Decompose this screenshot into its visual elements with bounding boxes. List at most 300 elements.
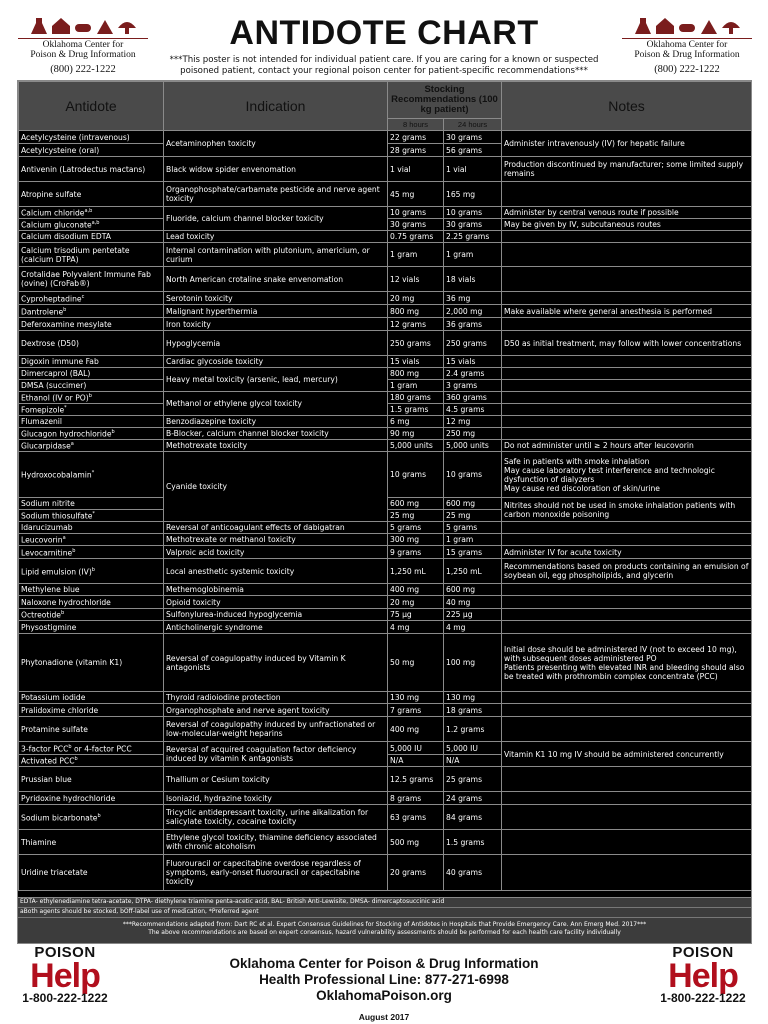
cell-text: Fluorouracil or capecitabine overdose regardless of symptoms, early-onset fluorouracil or capecitabine toxicity bbox=[166, 859, 361, 886]
indication-cell bbox=[164, 428, 388, 440]
cell-text: 4 mg bbox=[446, 622, 466, 632]
cell-text: D50 as initial treatment, may follow with lower concentrations bbox=[504, 338, 742, 348]
notes-cell bbox=[502, 318, 752, 331]
cell-text: Methotrexate or methanol toxicity bbox=[166, 535, 296, 544]
cell-text: 6 mg bbox=[390, 417, 410, 426]
antidote-cell bbox=[19, 305, 164, 318]
notes-cell bbox=[502, 243, 752, 267]
stock-24h-cell bbox=[444, 318, 502, 331]
stock-8h-cell bbox=[388, 144, 444, 157]
cell-text: 180 grams bbox=[390, 393, 431, 402]
footer-professional-line: Health Professional Line: 877-271-6998 bbox=[259, 972, 509, 987]
cell-text: Physostigmine bbox=[21, 622, 77, 632]
stock-24h-cell bbox=[444, 219, 502, 231]
cell-text: 15 vials bbox=[446, 357, 476, 366]
table-row bbox=[19, 182, 752, 207]
cell-text: Glucarpidase bbox=[21, 441, 71, 451]
logo-phone: (800) 222-1222 bbox=[654, 64, 720, 75]
stock-8h-cell bbox=[388, 452, 444, 498]
table-row bbox=[19, 207, 752, 219]
cell-text: Lipid emulsion (IV) bbox=[21, 567, 92, 577]
indication-cell bbox=[164, 621, 388, 634]
cell-text: Reversal of anticoagulant effects of dabigatran bbox=[166, 523, 345, 532]
poison-help-logo-right bbox=[648, 945, 758, 1005]
cell-text: Iron toxicity bbox=[166, 319, 211, 329]
cell-text: 75 µg bbox=[390, 610, 412, 619]
cell-text: Digoxin immune Fab bbox=[21, 357, 99, 366]
cell-text: Cyanide toxicity bbox=[166, 482, 228, 491]
table-row bbox=[19, 792, 752, 805]
table-row bbox=[19, 231, 752, 243]
antidote-cell bbox=[19, 510, 164, 522]
logo-line2: Poison & Drug Information bbox=[634, 50, 740, 60]
cell-text: May be given by IV, subcutaneous routes bbox=[504, 220, 661, 229]
cell-text: 24 grams bbox=[446, 793, 483, 803]
cell-text: Hypoglycemia bbox=[166, 338, 221, 348]
indication-cell bbox=[164, 207, 388, 231]
stock-8h-cell bbox=[388, 428, 444, 440]
indication-cell bbox=[164, 440, 388, 452]
antidote-cell bbox=[19, 621, 164, 634]
antidote-table-container bbox=[17, 80, 752, 944]
table-row bbox=[19, 368, 752, 380]
cell-text: N/A bbox=[446, 756, 460, 765]
indication-cell bbox=[164, 231, 388, 243]
footnote-marker: * bbox=[64, 405, 67, 412]
table-row bbox=[19, 522, 752, 534]
indication-cell bbox=[164, 559, 388, 584]
cell-text: Calcium gluconate bbox=[21, 220, 92, 230]
cell-text: 5 grams bbox=[446, 523, 478, 532]
footer-center-name: Oklahoma Center for Poison & Drug Information bbox=[229, 956, 539, 971]
cell-text: Benzodiazepine toxicity bbox=[166, 417, 257, 426]
footnote-marker: a bbox=[62, 535, 66, 542]
table-row bbox=[19, 546, 752, 559]
antidote-cell bbox=[19, 368, 164, 380]
cell-text: 18 grams bbox=[446, 705, 483, 715]
antidote-cell bbox=[19, 207, 164, 219]
cell-text: 250 mg bbox=[446, 429, 476, 438]
help-number: 1-800-222-1222 bbox=[22, 991, 108, 1005]
cell-text: Anticholinergic syndrome bbox=[166, 622, 263, 632]
antidote-cell bbox=[19, 755, 164, 767]
stock-8h-cell bbox=[388, 182, 444, 207]
notes-cell bbox=[502, 428, 752, 440]
stock-24h-cell bbox=[444, 243, 502, 267]
cell-text: Initial dose should be administered IV (not to exceed 10 mg), with subsequent doses administered PO Patients presenting with elevated INR and bleeding should also be treated with prothrombin complex concentrate (PCC) bbox=[504, 644, 745, 681]
cell-text: Heavy metal toxicity (arsenic, lead, mercury) bbox=[166, 375, 338, 384]
footnote-marker: a bbox=[70, 441, 74, 448]
cell-text: Tricyclic antidepressant toxicity, urine alkalization for salicylate toxicity, cocaine toxicity bbox=[166, 808, 369, 826]
notes-cell bbox=[502, 452, 752, 498]
cell-text: 15 vials bbox=[390, 357, 420, 366]
cell-text: Potassium iodide bbox=[21, 693, 86, 702]
antidote-cell bbox=[19, 428, 164, 440]
footnote-marker: * bbox=[92, 511, 95, 518]
stock-24h-cell bbox=[444, 584, 502, 596]
table-row bbox=[19, 584, 752, 596]
cell-text: Administer intravenously (IV) for hepatic failure bbox=[504, 139, 685, 148]
notes-cell bbox=[502, 392, 752, 404]
table-row bbox=[19, 452, 752, 498]
stock-8h-cell bbox=[388, 559, 444, 584]
cell-text: Serotonin toxicity bbox=[166, 293, 233, 303]
footnote-marker: a,b bbox=[84, 208, 93, 215]
table-row bbox=[19, 767, 752, 792]
stock-24h-cell bbox=[444, 428, 502, 440]
stock-8h-cell bbox=[388, 546, 444, 559]
stock-8h-cell bbox=[388, 596, 444, 609]
stock-8h-cell bbox=[388, 634, 444, 692]
cell-text: Administer by central venous route if possible bbox=[504, 208, 679, 217]
stock-8h-cell bbox=[388, 755, 444, 767]
notes-cell bbox=[502, 416, 752, 428]
stock-24h-cell bbox=[444, 692, 502, 704]
notes-cell bbox=[502, 634, 752, 692]
cell-text: 63 grams bbox=[390, 812, 427, 822]
footnote-marker: b bbox=[88, 393, 92, 400]
cell-text: Naloxone hydrochloride bbox=[21, 597, 111, 607]
stock-8h-cell bbox=[388, 416, 444, 428]
cell-text: Lead toxicity bbox=[166, 232, 215, 241]
logo-phone: (800) 222-1222 bbox=[50, 64, 116, 75]
cell-text: 4 mg bbox=[390, 622, 410, 632]
indication-cell bbox=[164, 717, 388, 742]
header-notes: Notes bbox=[502, 82, 752, 131]
stock-8h-cell bbox=[388, 131, 444, 144]
footnote-marker: b bbox=[63, 306, 67, 313]
indication-cell bbox=[164, 609, 388, 621]
table-row bbox=[19, 742, 752, 755]
antidote-cell bbox=[19, 219, 164, 231]
cell-text: Phytonadione (vitamin K1) bbox=[21, 658, 123, 667]
cell-text: 25 mg bbox=[390, 511, 415, 520]
cell-text: 25 grams bbox=[446, 774, 483, 784]
cell-text: 18 vials bbox=[446, 274, 476, 284]
cell-text: 12.5 grams bbox=[390, 774, 434, 784]
notes-cell bbox=[502, 805, 752, 830]
indication-cell bbox=[164, 596, 388, 609]
cell-text: Sodium thiosulfate bbox=[21, 511, 93, 521]
cell-text: Sodium bicarbonate bbox=[21, 813, 98, 823]
cell-text: Thyroid radioiodine protection bbox=[166, 693, 281, 702]
cell-text: 1.5 grams bbox=[390, 405, 429, 414]
cell-text: Glucagon hydrochloride bbox=[21, 429, 112, 439]
cell-text: 400 mg bbox=[390, 585, 420, 594]
stock-8h-cell bbox=[388, 157, 444, 182]
notes-cell bbox=[502, 855, 752, 891]
indication-cell bbox=[164, 767, 388, 792]
indication-cell bbox=[164, 331, 388, 356]
table-row bbox=[19, 392, 752, 404]
cell-text: DMSA (succimer) bbox=[21, 381, 87, 390]
cell-text: Safe in patients with smoke inhalation May cause laboratory test interference and technologic dysfunction of dialyzers May cause red discoloration of skin/urine bbox=[504, 456, 715, 493]
stock-8h-cell bbox=[388, 207, 444, 219]
cell-text: Organophosphate/carbamate pesticide and nerve agent toxicity bbox=[166, 185, 380, 203]
indication-cell bbox=[164, 356, 388, 368]
indication-cell bbox=[164, 692, 388, 704]
antidote-cell bbox=[19, 830, 164, 855]
cell-text: Dimercaprol (BAL) bbox=[21, 369, 91, 378]
cell-text: Administer IV for acute toxicity bbox=[504, 547, 622, 557]
indication-cell bbox=[164, 416, 388, 428]
cell-text: Calcium trisodium pentetate (calcium DTPA) bbox=[21, 245, 130, 264]
help-word: Help bbox=[30, 957, 100, 995]
notes-cell bbox=[502, 522, 752, 534]
cell-text: 20 mg bbox=[390, 293, 415, 303]
header-antidote: Antidote bbox=[19, 82, 164, 131]
cell-text: 8 grams bbox=[390, 793, 422, 803]
antidote-cell bbox=[19, 331, 164, 356]
stock-24h-cell bbox=[444, 182, 502, 207]
table-row bbox=[19, 318, 752, 331]
stock-24h-cell bbox=[444, 416, 502, 428]
logo-line1: Oklahoma Center for bbox=[42, 40, 124, 50]
stock-8h-cell bbox=[388, 392, 444, 404]
table-row bbox=[19, 534, 752, 546]
stock-24h-cell bbox=[444, 767, 502, 792]
table-row bbox=[19, 855, 752, 891]
stock-8h-cell bbox=[388, 510, 444, 522]
cell-text: 1 vial bbox=[446, 164, 467, 174]
table-row bbox=[19, 440, 752, 452]
table-row bbox=[19, 243, 752, 267]
stock-24h-cell bbox=[444, 498, 502, 510]
stock-24h-cell bbox=[444, 510, 502, 522]
cell-text: 1 gram bbox=[446, 535, 474, 544]
footnote-marker: b bbox=[91, 566, 95, 573]
cell-text: 165 mg bbox=[446, 189, 476, 199]
stock-24h-cell bbox=[444, 144, 502, 157]
indication-cell bbox=[164, 742, 388, 767]
table-row bbox=[19, 609, 752, 621]
cell-text: 12 mg bbox=[446, 417, 471, 426]
footnote-marker: b bbox=[68, 743, 72, 750]
indication-cell bbox=[164, 267, 388, 292]
table-row bbox=[19, 692, 752, 704]
cell-text: Production discontinued by manufacturer; some limited supply remains bbox=[504, 160, 744, 178]
header-24-hours: 24 hours bbox=[444, 119, 502, 131]
antidote-cell bbox=[19, 717, 164, 742]
cell-text: Pyridoxine hydrochloride bbox=[21, 793, 116, 803]
antidote-cell bbox=[19, 157, 164, 182]
footnote-marker: b bbox=[97, 812, 101, 819]
stock-24h-cell bbox=[444, 131, 502, 144]
stock-24h-cell bbox=[444, 704, 502, 717]
footnote-source bbox=[18, 918, 751, 937]
cell-text: Octreotide bbox=[21, 610, 61, 620]
stock-24h-cell bbox=[444, 267, 502, 292]
antidote-cell bbox=[19, 144, 164, 157]
cell-text: Atropine sulfate bbox=[21, 189, 82, 199]
help-word: Help bbox=[668, 957, 738, 995]
footnote-marker: b bbox=[60, 610, 65, 617]
disclaimer-line2: poisoned patient, contact your regional poison center for patient-specific recommendations*** bbox=[180, 66, 588, 76]
footnote-source-line2: The above recommendations are based on expert consensus, hazard vulnerability assessments should be performed for each health care facility individually bbox=[148, 929, 621, 936]
antidote-cell bbox=[19, 267, 164, 292]
stock-24h-cell bbox=[444, 805, 502, 830]
indication-cell bbox=[164, 243, 388, 267]
antidote-cell bbox=[19, 692, 164, 704]
cell-text: 800 mg bbox=[390, 369, 420, 378]
cell-text: Crotalidae Polyvalent Immune Fab (ovine) (CroFab®) bbox=[21, 270, 151, 288]
antidote-cell bbox=[19, 440, 164, 452]
cell-text: 84 grams bbox=[446, 812, 483, 822]
footnote-marker: * bbox=[91, 470, 95, 477]
indication-cell bbox=[164, 522, 388, 534]
stock-24h-cell bbox=[444, 157, 502, 182]
cell-text: 130 mg bbox=[390, 693, 420, 702]
notes-cell bbox=[502, 742, 752, 767]
cell-text: North American crotaline snake envenomation bbox=[166, 274, 344, 284]
stock-8h-cell bbox=[388, 498, 444, 510]
cell-text: Organophosphate and nerve agent toxicity bbox=[166, 705, 330, 715]
cell-text: 1 gram bbox=[446, 250, 474, 259]
cell-text: B-Blocker, calcium channel blocker toxicity bbox=[166, 429, 329, 438]
cell-text: 30 grams bbox=[390, 220, 427, 229]
notes-cell bbox=[502, 331, 752, 356]
cell-text: 15 grams bbox=[446, 547, 483, 557]
stock-24h-cell bbox=[444, 855, 502, 891]
cell-text: Black widow spider envenomation bbox=[166, 164, 296, 174]
cell-text: 9 grams bbox=[390, 547, 422, 557]
cell-text: Thallium or Cesium toxicity bbox=[166, 774, 270, 784]
cell-text: Sulfonylurea-induced hypoglycemia bbox=[166, 610, 303, 619]
cell-text: 5,000 units bbox=[390, 441, 433, 450]
cell-text: 22 grams bbox=[390, 132, 427, 142]
table-row bbox=[19, 305, 752, 318]
cell-text: 2.4 grams bbox=[446, 369, 485, 378]
indication-cell bbox=[164, 792, 388, 805]
cell-text: Fomepizole bbox=[21, 405, 65, 415]
table-row bbox=[19, 621, 752, 634]
stock-8h-cell bbox=[388, 331, 444, 356]
cell-text: 40 grams bbox=[446, 868, 483, 877]
cell-text: Leucovorin bbox=[21, 535, 63, 545]
stock-24h-cell bbox=[444, 634, 502, 692]
cell-text: Vitamin K1 10 mg IV should be administered concurrently bbox=[504, 749, 724, 759]
notes-cell bbox=[502, 356, 752, 368]
cell-text: Methemoglobinemia bbox=[166, 585, 244, 594]
cell-text: Ethanol (IV or PO) bbox=[21, 393, 89, 403]
cell-text: 1 gram bbox=[390, 250, 418, 259]
cell-text: 250 grams bbox=[446, 338, 487, 348]
table-row bbox=[19, 416, 752, 428]
cell-text: Reversal of acquired coagulation factor deficiency induced by vitamin K antagonists bbox=[166, 745, 357, 763]
cell-text: Do not administer until ≥ 2 hours after leucovorin bbox=[504, 441, 694, 450]
table-row bbox=[19, 830, 752, 855]
stock-8h-cell bbox=[388, 318, 444, 331]
antidote-cell bbox=[19, 534, 164, 546]
cell-text: Valproic acid toxicity bbox=[166, 547, 245, 557]
stock-24h-cell bbox=[444, 755, 502, 767]
cell-text: Nitrites should not be used in smoke inhalation patients with carbon monoxide poisoning bbox=[504, 500, 736, 519]
stock-8h-cell bbox=[388, 534, 444, 546]
cell-text: 40 mg bbox=[446, 597, 471, 607]
cell-text: Sodium nitrite bbox=[21, 499, 75, 508]
cell-text: Methotrexate toxicity bbox=[166, 441, 248, 450]
cell-text: Pralidoxime chloride bbox=[21, 705, 99, 715]
antidote-cell bbox=[19, 416, 164, 428]
stock-8h-cell bbox=[388, 742, 444, 755]
cell-text: Recommendations based on products containing an emulsion of soybean oil, egg phospholipids, and glycerin bbox=[504, 562, 749, 580]
cell-text: 30 grams bbox=[446, 132, 483, 142]
cell-text: 20 grams bbox=[390, 868, 427, 877]
stock-8h-cell bbox=[388, 805, 444, 830]
cell-text: 10 grams bbox=[446, 208, 483, 217]
cell-text: Reversal of coagulopathy induced by Vitamin K antagonists bbox=[166, 653, 346, 672]
cell-text: Isoniazid, hydrazine toxicity bbox=[166, 793, 272, 803]
cell-text: 28 grams bbox=[390, 145, 427, 155]
cell-text: Cyproheptadine bbox=[21, 294, 82, 304]
notes-cell bbox=[502, 830, 752, 855]
stock-8h-cell bbox=[388, 368, 444, 380]
indication-cell bbox=[164, 634, 388, 692]
cell-text: 1.5 grams bbox=[446, 837, 485, 847]
stock-24h-cell bbox=[444, 559, 502, 584]
antidote-cell bbox=[19, 634, 164, 692]
antidote-cell bbox=[19, 546, 164, 559]
cell-text: 1 gram bbox=[390, 381, 418, 390]
indication-cell bbox=[164, 182, 388, 207]
notes-cell bbox=[502, 219, 752, 231]
footnote-marker: a,b bbox=[91, 220, 100, 227]
stock-8h-cell bbox=[388, 704, 444, 717]
stock-8h-cell bbox=[388, 855, 444, 891]
cell-text: 600 mg bbox=[446, 499, 476, 508]
antidote-cell bbox=[19, 380, 164, 392]
cell-text: 30 grams bbox=[446, 220, 483, 229]
cell-text: 5,000 units bbox=[446, 441, 489, 450]
cell-text: 500 mg bbox=[390, 837, 420, 847]
cell-text: 50 mg bbox=[390, 658, 415, 667]
stock-8h-cell bbox=[388, 767, 444, 792]
stock-8h-cell bbox=[388, 621, 444, 634]
table-row bbox=[19, 331, 752, 356]
antidote-cell bbox=[19, 805, 164, 830]
disclaimer-line1: ***This poster is not intended for individual patient care. If you are caring for a known or suspected bbox=[169, 55, 599, 65]
cell-text: Acetaminophen toxicity bbox=[166, 139, 256, 148]
cell-text: 90 mg bbox=[390, 429, 415, 438]
cell-text: 36 grams bbox=[446, 319, 483, 329]
notes-cell bbox=[502, 131, 752, 157]
table-row bbox=[19, 805, 752, 830]
footer-website: OklahomaPoison.org bbox=[316, 988, 452, 1003]
notes-cell bbox=[502, 621, 752, 634]
cell-text: or 4-factor PCC bbox=[71, 744, 132, 754]
cell-text: Dextrose (D50) bbox=[21, 338, 79, 348]
cell-text: 800 mg bbox=[390, 306, 420, 316]
notes-cell bbox=[502, 546, 752, 559]
cell-text: 300 mg bbox=[390, 535, 420, 544]
indication-cell bbox=[164, 318, 388, 331]
notes-cell bbox=[502, 207, 752, 219]
antidote-cell bbox=[19, 609, 164, 621]
notes-cell bbox=[502, 440, 752, 452]
cell-text: 12 vials bbox=[390, 274, 420, 284]
antidote-cell bbox=[19, 404, 164, 416]
cell-text: Antivenin (Latrodectus mactans) bbox=[21, 164, 146, 174]
stock-8h-cell bbox=[388, 356, 444, 368]
table-row bbox=[19, 596, 752, 609]
cell-text: Internal contamination with plutonium, americium, or curium bbox=[166, 245, 370, 264]
cell-text: 5 grams bbox=[390, 523, 422, 532]
notes-cell bbox=[502, 692, 752, 704]
footnote-marker: c bbox=[81, 293, 85, 300]
logo-line1: Oklahoma Center for bbox=[646, 40, 728, 50]
indication-cell bbox=[164, 584, 388, 596]
cell-text: Thiamine bbox=[21, 837, 57, 847]
